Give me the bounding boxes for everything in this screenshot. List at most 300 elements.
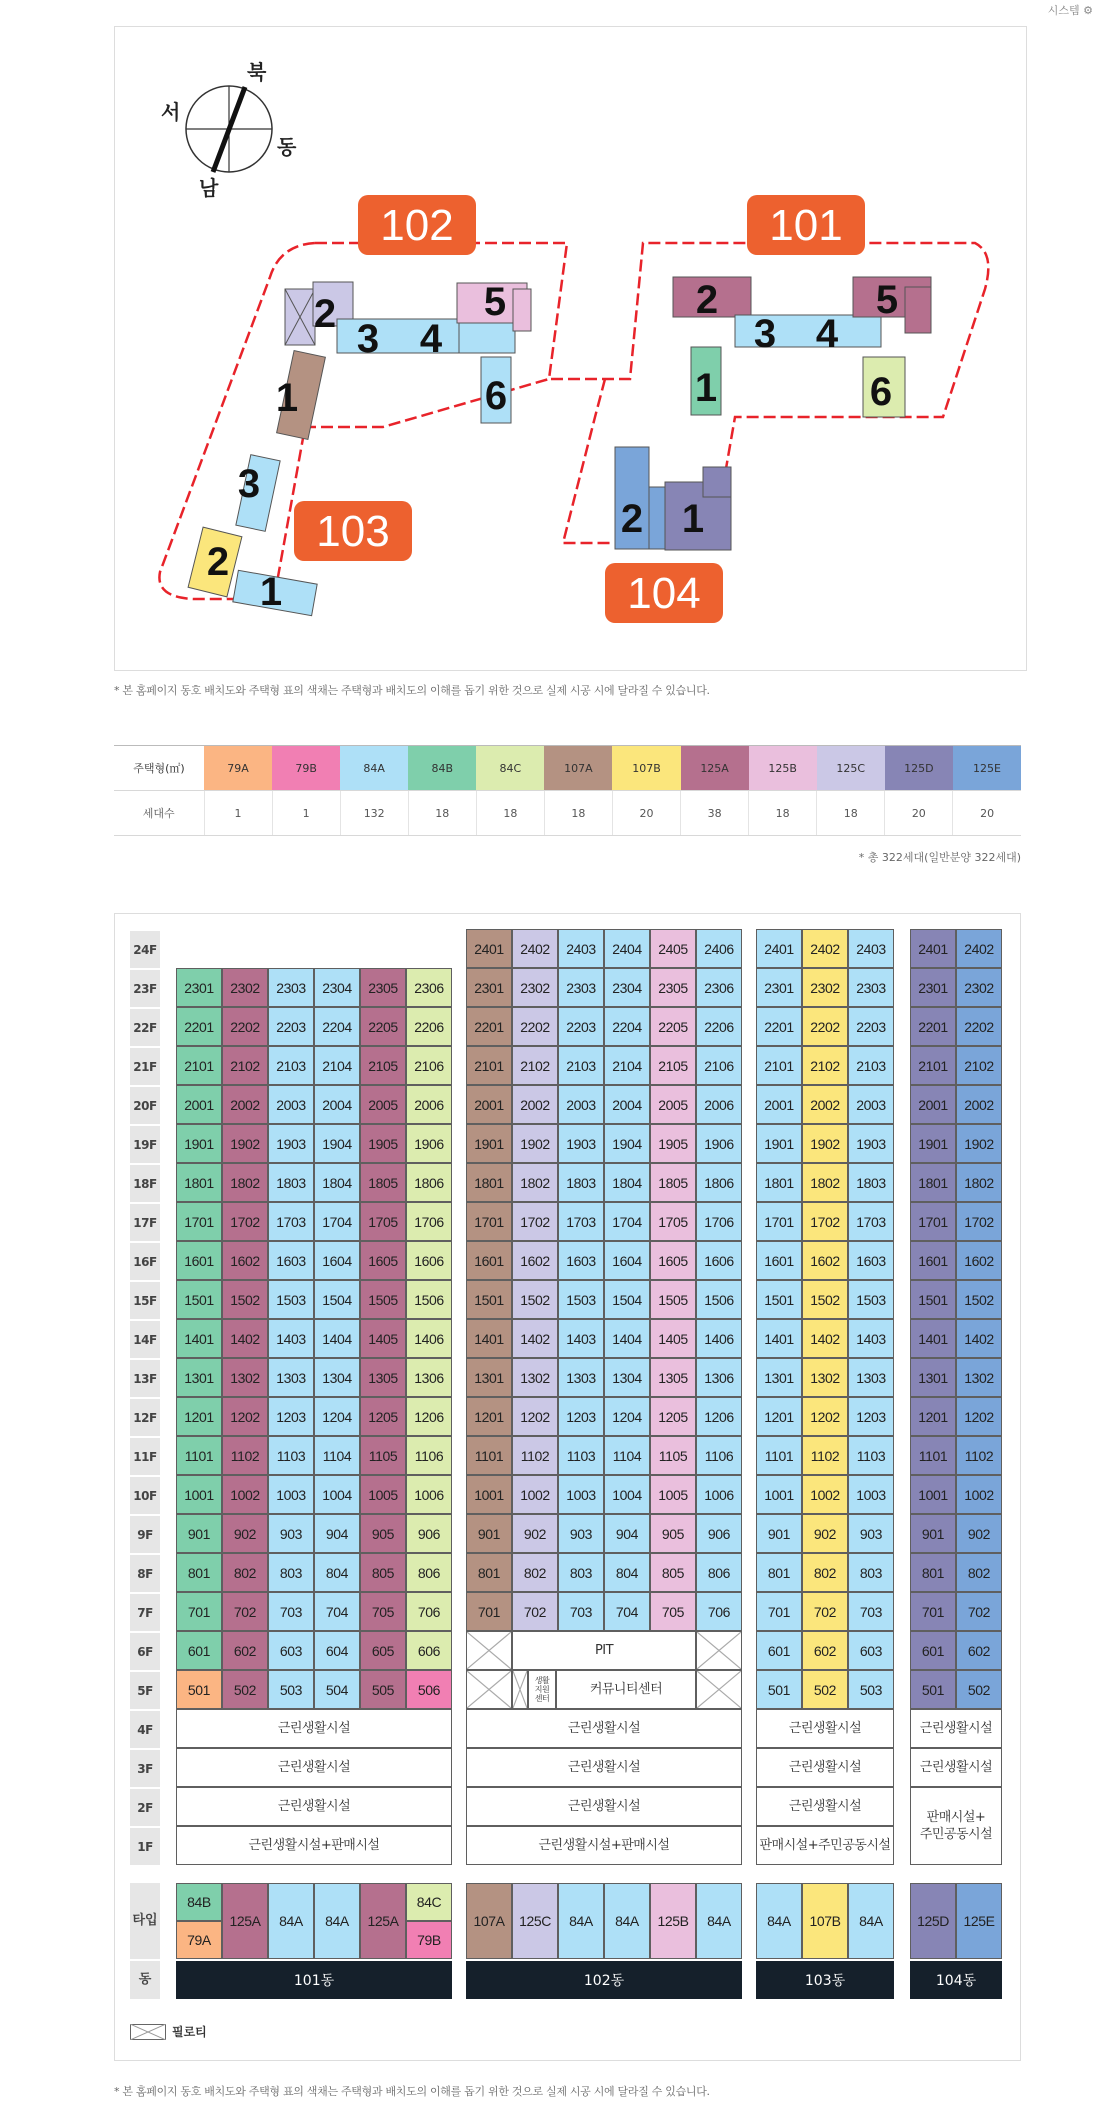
unit-102동-1605: 1605	[650, 1241, 696, 1280]
type-count-125E: 20	[953, 791, 1021, 836]
unit-101동-502: 502	[222, 1670, 268, 1709]
unit-104동-801: 801	[910, 1553, 956, 1592]
unit-103동-1702: 1702	[802, 1202, 848, 1241]
unit-101동-2203: 2203	[268, 1007, 314, 1046]
type-cell-101동: 125A	[360, 1883, 406, 1959]
zone-label-103	[294, 501, 412, 561]
unit-104동-1902: 1902	[956, 1124, 1002, 1163]
unit-101동-2104: 2104	[314, 1046, 360, 1085]
unit-101동-1202: 1202	[222, 1397, 268, 1436]
unit-101동-1402: 1402	[222, 1319, 268, 1358]
type-cell-101동: 84A	[268, 1883, 314, 1959]
unit-102동-1604: 1604	[604, 1241, 650, 1280]
unit-104동-1102: 1102	[956, 1436, 1002, 1475]
type-cell-104동: 125E	[956, 1883, 1002, 1959]
unit-102동-703: 703	[558, 1592, 604, 1631]
unit-102동-1903: 1903	[558, 1124, 604, 1163]
floor-label-24F: 24F	[130, 929, 160, 968]
unit-102동-901: 901	[466, 1514, 512, 1553]
unit-101동-501: 501	[176, 1670, 222, 1709]
unit-101동-1902: 1902	[222, 1124, 268, 1163]
unit-101동-902: 902	[222, 1514, 268, 1553]
unit-101동-704: 704	[314, 1592, 360, 1631]
unit-102동-1802: 1802	[512, 1163, 558, 1202]
unit-103동-2401: 2401	[756, 929, 802, 968]
unit-101동-2006: 2006	[406, 1085, 452, 1124]
facility-retail-101동: 근린생활시설	[176, 1709, 452, 1748]
type-header-label: 주택형(㎡)	[114, 746, 204, 791]
unit-102동-1705: 1705	[650, 1202, 696, 1241]
unit-101동-2001: 2001	[176, 1085, 222, 1124]
unit-102동-705: 705	[650, 1592, 696, 1631]
svg-text:5: 5	[483, 280, 507, 324]
unit-101동-805: 805	[360, 1553, 406, 1592]
floor-label-19F: 19F	[130, 1124, 160, 1163]
unit-104동-1401: 1401	[910, 1319, 956, 1358]
floor-label-3F: 3F	[130, 1748, 160, 1787]
unit-102동-1103: 1103	[558, 1436, 604, 1475]
unit-102동-1405: 1405	[650, 1319, 696, 1358]
type-count-84A: 132	[340, 791, 408, 836]
unit-102동-2102: 2102	[512, 1046, 558, 1085]
facility-community: 커뮤니티센터	[556, 1670, 696, 1709]
facility-retail-102동: 근린생활시설	[466, 1748, 742, 1787]
unit-103동-2301: 2301	[756, 968, 802, 1007]
zone-label-102	[358, 195, 476, 255]
type-header-125D: 125D	[885, 746, 953, 791]
type-count-84B: 18	[408, 791, 476, 836]
unit-101동-806: 806	[406, 1553, 452, 1592]
unit-104동-601: 601	[910, 1631, 956, 1670]
unit-103동-2103: 2103	[848, 1046, 894, 1085]
unit-102동-2204: 2204	[604, 1007, 650, 1046]
unit-101동-1305: 1305	[360, 1358, 406, 1397]
unit-103동-1103: 1103	[848, 1436, 894, 1475]
unit-102동-903: 903	[558, 1514, 604, 1553]
unit-102동-2305: 2305	[650, 968, 696, 1007]
unit-101동-1602: 1602	[222, 1241, 268, 1280]
type-count-107B: 20	[612, 791, 680, 836]
unit-102동-1904: 1904	[604, 1124, 650, 1163]
compass-east: 동	[277, 137, 297, 159]
unit-102동-701: 701	[466, 1592, 512, 1631]
dong-name-103동: 103동	[756, 1961, 894, 1999]
unit-104동-2401: 2401	[910, 929, 956, 968]
unit-101동-1805: 1805	[360, 1163, 406, 1202]
unit-103동-802: 802	[802, 1553, 848, 1592]
unit-102동-1506: 1506	[696, 1280, 742, 1319]
unit-101동-2206: 2206	[406, 1007, 452, 1046]
unit-101동-1205: 1205	[360, 1397, 406, 1436]
unit-102동-1106: 1106	[696, 1436, 742, 1475]
unit-102동-2302: 2302	[512, 968, 558, 1007]
unit-102동-1003: 1003	[558, 1475, 604, 1514]
unit-101동-2002: 2002	[222, 1085, 268, 1124]
unit-101동-705: 705	[360, 1592, 406, 1631]
svg-text:6: 6	[869, 370, 893, 414]
svg-text:1: 1	[275, 376, 299, 420]
unit-101동-1802: 1802	[222, 1163, 268, 1202]
unit-103동-1803: 1803	[848, 1163, 894, 1202]
unit-101동-701: 701	[176, 1592, 222, 1631]
unit-102동-1402: 1402	[512, 1319, 558, 1358]
floor-label-18F: 18F	[130, 1163, 160, 1202]
unit-104동-501: 501	[910, 1670, 956, 1709]
unit-101동-2304: 2304	[314, 968, 360, 1007]
unit-101동-1403: 1403	[268, 1319, 314, 1358]
type-header-125C: 125C	[817, 746, 885, 791]
unit-102동-2101: 2101	[466, 1046, 512, 1085]
unit-102동-2201: 2201	[466, 1007, 512, 1046]
type-header-107A: 107A	[544, 746, 612, 791]
floor-label-7F: 7F	[130, 1592, 160, 1631]
unit-101동-1501: 1501	[176, 1280, 222, 1319]
unit-101동-604: 604	[314, 1631, 360, 1670]
unit-103동-2002: 2002	[802, 1085, 848, 1124]
unit-103동-1403: 1403	[848, 1319, 894, 1358]
unit-102동-2006: 2006	[696, 1085, 742, 1124]
piloti-legend-icon	[130, 2024, 166, 2040]
unit-102동-1305: 1305	[650, 1358, 696, 1397]
unit-104동-1202: 1202	[956, 1397, 1002, 1436]
unit-101동-1001: 1001	[176, 1475, 222, 1514]
unit-104동-1601: 1601	[910, 1241, 956, 1280]
unit-104동-1802: 1802	[956, 1163, 1002, 1202]
facility-retail-103동: 근린생활시설	[756, 1748, 894, 1787]
unit-103동-1801: 1801	[756, 1163, 802, 1202]
unit-104동-2001: 2001	[910, 1085, 956, 1124]
zone-label-104	[605, 563, 723, 623]
unit-102동-906: 906	[696, 1514, 742, 1553]
svg-text:4: 4	[815, 312, 839, 356]
unit-101동-601: 601	[176, 1631, 222, 1670]
unit-103동-2402: 2402	[802, 929, 848, 968]
unit-103동-1603: 1603	[848, 1241, 894, 1280]
unit-103동-1802: 1802	[802, 1163, 848, 1202]
type-cell-101동: 84A	[314, 1883, 360, 1959]
unit-102동-806: 806	[696, 1553, 742, 1592]
unit-103동-502: 502	[802, 1670, 848, 1709]
unit-101동-1406: 1406	[406, 1319, 452, 1358]
unit-101동-1903: 1903	[268, 1124, 314, 1163]
svg-text:6: 6	[484, 374, 508, 418]
unit-101동-1604: 1604	[314, 1241, 360, 1280]
unit-101동-1504: 1504	[314, 1280, 360, 1319]
svg-text:4: 4	[419, 317, 443, 361]
unit-104동-1602: 1602	[956, 1241, 1002, 1280]
unit-101동-1804: 1804	[314, 1163, 360, 1202]
unit-102동-1504: 1504	[604, 1280, 650, 1319]
legend	[130, 2023, 207, 2040]
unit-101동-702: 702	[222, 1592, 268, 1631]
unit-102동-2103: 2103	[558, 1046, 604, 1085]
unit-103동-2102: 2102	[802, 1046, 848, 1085]
unit-104동-1201: 1201	[910, 1397, 956, 1436]
unit-103동-1102: 1102	[802, 1436, 848, 1475]
type-header-107B: 107B	[612, 746, 680, 791]
unit-104동-901: 901	[910, 1514, 956, 1553]
unit-102동-1401: 1401	[466, 1319, 512, 1358]
unit-101동-1105: 1105	[360, 1436, 406, 1475]
facility-retail-104동: 근린생활시설	[910, 1709, 1002, 1748]
unit-102동-2405: 2405	[650, 929, 696, 968]
unit-103동-2202: 2202	[802, 1007, 848, 1046]
unit-102동-2205: 2205	[650, 1007, 696, 1046]
unit-102동-2402: 2402	[512, 929, 558, 968]
unit-101동-1502: 1502	[222, 1280, 268, 1319]
unit-103동-603: 603	[848, 1631, 894, 1670]
unit-101동-1506: 1506	[406, 1280, 452, 1319]
unit-101동-2306: 2306	[406, 968, 452, 1007]
unit-102동-1302: 1302	[512, 1358, 558, 1397]
unit-104동-1801: 1801	[910, 1163, 956, 1202]
facility-retail-101동: 근린생활시설	[176, 1787, 452, 1826]
unit-102동-1906: 1906	[696, 1124, 742, 1163]
unit-102동-2401: 2401	[466, 929, 512, 968]
unit-104동-2101: 2101	[910, 1046, 956, 1085]
unit-101동-904: 904	[314, 1514, 360, 1553]
unit-102동-1005: 1005	[650, 1475, 696, 1514]
unit-type-table	[114, 745, 1021, 836]
unit-101동-605: 605	[360, 1631, 406, 1670]
unit-104동-1901: 1901	[910, 1124, 956, 1163]
unit-104동-1402: 1402	[956, 1319, 1002, 1358]
unit-103동-1002: 1002	[802, 1475, 848, 1514]
floor-label-11F: 11F	[130, 1436, 160, 1475]
floor-label-2F: 2F	[130, 1787, 160, 1826]
unit-102동-805: 805	[650, 1553, 696, 1592]
unit-104동-602: 602	[956, 1631, 1002, 1670]
unit-101동-1101: 1101	[176, 1436, 222, 1475]
unit-101동-1806: 1806	[406, 1163, 452, 1202]
floor-label-17F: 17F	[130, 1202, 160, 1241]
unit-104동-802: 802	[956, 1553, 1002, 1592]
unit-104동-2402: 2402	[956, 929, 1002, 968]
unit-101동-2305: 2305	[360, 968, 406, 1007]
unit-102동-2005: 2005	[650, 1085, 696, 1124]
floor-label-1F: 1F	[130, 1826, 160, 1865]
unit-104동-1101: 1101	[910, 1436, 956, 1475]
dong-name-102동: 102동	[466, 1961, 742, 1999]
unit-101동-906: 906	[406, 1514, 452, 1553]
unit-102동-704: 704	[604, 1592, 650, 1631]
unit-104동-1002: 1002	[956, 1475, 1002, 1514]
svg-text:3: 3	[237, 462, 261, 506]
unit-102동-2303: 2303	[558, 968, 604, 1007]
unit-101동-606: 606	[406, 1631, 452, 1670]
type-count-79A: 1	[204, 791, 272, 836]
unit-104동-1001: 1001	[910, 1475, 956, 1514]
unit-103동-1602: 1602	[802, 1241, 848, 1280]
unit-101동-1603: 1603	[268, 1241, 314, 1280]
type-header-125E: 125E	[953, 746, 1021, 791]
piloti-cell	[512, 1670, 528, 1709]
floor-label-13F: 13F	[130, 1358, 160, 1397]
unit-102동-2304: 2304	[604, 968, 650, 1007]
type-cell-101동: 79B	[406, 1921, 452, 1959]
unit-103동-901: 901	[756, 1514, 802, 1553]
unit-101동-602: 602	[222, 1631, 268, 1670]
unit-103동-2201: 2201	[756, 1007, 802, 1046]
unit-102동-1503: 1503	[558, 1280, 604, 1319]
unit-101동-2102: 2102	[222, 1046, 268, 1085]
dong-row-label: 동	[130, 1961, 160, 1999]
unit-101동-2003: 2003	[268, 1085, 314, 1124]
unit-101동-2103: 2103	[268, 1046, 314, 1085]
unit-103동-1303: 1303	[848, 1358, 894, 1397]
unit-101동-1405: 1405	[360, 1319, 406, 1358]
unit-101동-505: 505	[360, 1670, 406, 1709]
unit-101동-1606: 1606	[406, 1241, 452, 1280]
unit-101동-901: 901	[176, 1514, 222, 1553]
unit-104동-701: 701	[910, 1592, 956, 1631]
unit-104동-1501: 1501	[910, 1280, 956, 1319]
unit-102동-803: 803	[558, 1553, 604, 1592]
unit-102동-1101: 1101	[466, 1436, 512, 1475]
svg-text:2: 2	[695, 278, 719, 322]
piloti-cell	[696, 1670, 742, 1709]
unit-103동-1203: 1203	[848, 1397, 894, 1436]
facility-retail-104동: 근린생활시설	[910, 1748, 1002, 1787]
unit-101동-1006: 1006	[406, 1475, 452, 1514]
unit-102동-1105: 1105	[650, 1436, 696, 1475]
unit-103동-501: 501	[756, 1670, 802, 1709]
svg-text:102: 102	[380, 201, 454, 250]
unit-103동-1501: 1501	[756, 1280, 802, 1319]
type-count-label: 세대수	[114, 791, 204, 836]
unit-101동-703: 703	[268, 1592, 314, 1631]
facility-pit: PIT	[512, 1631, 696, 1670]
floor-label-6F: 6F	[130, 1631, 160, 1670]
unit-103동-1901: 1901	[756, 1124, 802, 1163]
compass	[161, 60, 297, 200]
unit-101동-1905: 1905	[360, 1124, 406, 1163]
disclaimer-top: * 본 홈페이지 동호 배치도와 주택형 표의 색채는 주택형과 배치도의 이해를 돕기 위한 것으로 실제 시공 시에 달라질 수 있습니다.	[114, 684, 710, 697]
unit-101동-804: 804	[314, 1553, 360, 1592]
unit-102동-1603: 1603	[558, 1241, 604, 1280]
svg-text:3: 3	[753, 312, 777, 356]
unit-101동-1104: 1104	[314, 1436, 360, 1475]
unit-101동-1803: 1803	[268, 1163, 314, 1202]
floor-label-9F: 9F	[130, 1514, 160, 1553]
svg-text:103: 103	[316, 507, 390, 556]
floor-label-23F: 23F	[130, 968, 160, 1007]
floor-label-10F: 10F	[130, 1475, 160, 1514]
svg-text:1: 1	[259, 570, 283, 614]
unit-101동-905: 905	[360, 1514, 406, 1553]
unit-102동-1001: 1001	[466, 1475, 512, 1514]
unit-101동-2004: 2004	[314, 1085, 360, 1124]
type-count-row	[114, 791, 1021, 836]
unit-102동-2002: 2002	[512, 1085, 558, 1124]
unit-103동-1003: 1003	[848, 1475, 894, 1514]
unit-101동-1904: 1904	[314, 1124, 360, 1163]
piloti-cell	[466, 1631, 512, 1670]
unit-102동-1202: 1202	[512, 1397, 558, 1436]
svg-text:1: 1	[681, 497, 705, 541]
type-cell-101동: 79A	[176, 1921, 222, 1959]
svg-text:3: 3	[356, 317, 380, 361]
type-cell-103동: 107B	[802, 1883, 848, 1959]
type-header-125A: 125A	[681, 746, 749, 791]
floor-label-21F: 21F	[130, 1046, 160, 1085]
unit-103동-1703: 1703	[848, 1202, 894, 1241]
type-cell-102동: 84A	[604, 1883, 650, 1959]
unit-104동-2102: 2102	[956, 1046, 1002, 1085]
type-cell-102동: 84A	[558, 1883, 604, 1959]
facility-1f-102동: 근린생활시설+판매시설	[466, 1826, 742, 1865]
unit-101동-1004: 1004	[314, 1475, 360, 1514]
unit-102동-905: 905	[650, 1514, 696, 1553]
unit-102동-1502: 1502	[512, 1280, 558, 1319]
unit-103동-702: 702	[802, 1592, 848, 1631]
unit-101동-2204: 2204	[314, 1007, 360, 1046]
type-cell-101동: 84B	[176, 1883, 222, 1921]
svg-text:2: 2	[313, 292, 337, 336]
unit-103동-1301: 1301	[756, 1358, 802, 1397]
unit-102동-1601: 1601	[466, 1241, 512, 1280]
type-count-107A: 18	[544, 791, 612, 836]
unit-103동-2203: 2203	[848, 1007, 894, 1046]
unit-101동-2302: 2302	[222, 968, 268, 1007]
type-row-label: 타입	[130, 1883, 160, 1959]
unit-101동-2205: 2205	[360, 1007, 406, 1046]
type-header-84C: 84C	[476, 746, 544, 791]
unit-102동-1002: 1002	[512, 1475, 558, 1514]
type-cell-102동: 84A	[696, 1883, 742, 1959]
unit-101동-1704: 1704	[314, 1202, 360, 1241]
svg-text:1: 1	[694, 366, 718, 410]
unit-102동-1206: 1206	[696, 1397, 742, 1436]
type-header-125B: 125B	[749, 746, 817, 791]
unit-102동-1901: 1901	[466, 1124, 512, 1163]
unit-104동-2201: 2201	[910, 1007, 956, 1046]
unit-101동-903: 903	[268, 1514, 314, 1553]
dong-name-101동: 101동	[176, 1961, 452, 1999]
unit-101동-1103: 1103	[268, 1436, 314, 1475]
piloti-cell	[696, 1631, 742, 1670]
dong-name-104동: 104동	[910, 1961, 1002, 1999]
unit-102동-1905: 1905	[650, 1124, 696, 1163]
unit-102동-1406: 1406	[696, 1319, 742, 1358]
unit-101동-1601: 1601	[176, 1241, 222, 1280]
floor-label-5F: 5F	[130, 1670, 160, 1709]
unit-103동-1903: 1903	[848, 1124, 894, 1163]
floor-label-20F: 20F	[130, 1085, 160, 1124]
unit-103동-601: 601	[756, 1631, 802, 1670]
compass-south: 남	[199, 178, 219, 200]
unit-101동-503: 503	[268, 1670, 314, 1709]
unit-103동-1902: 1902	[802, 1124, 848, 1163]
unit-102동-2203: 2203	[558, 1007, 604, 1046]
unit-102동-904: 904	[604, 1514, 650, 1553]
system-link[interactable]: 시스템 ⚙	[1047, 4, 1093, 17]
unit-102동-1606: 1606	[696, 1241, 742, 1280]
floor-label-8F: 8F	[130, 1553, 160, 1592]
unit-101동-1505: 1505	[360, 1280, 406, 1319]
facility-sales-resident-104동: 판매시설+ 주민공동시설	[910, 1787, 1002, 1865]
compass-west: 서	[161, 102, 181, 124]
type-count-125A: 38	[681, 791, 749, 836]
unit-103동-803: 803	[848, 1553, 894, 1592]
svg-text:2: 2	[206, 540, 230, 584]
unit-101동-1705: 1705	[360, 1202, 406, 1241]
unit-102동-801: 801	[466, 1553, 512, 1592]
unit-102동-1805: 1805	[650, 1163, 696, 1202]
unit-102동-2206: 2206	[696, 1007, 742, 1046]
floor-label-12F: 12F	[130, 1397, 160, 1436]
unit-103동-1001: 1001	[756, 1475, 802, 1514]
